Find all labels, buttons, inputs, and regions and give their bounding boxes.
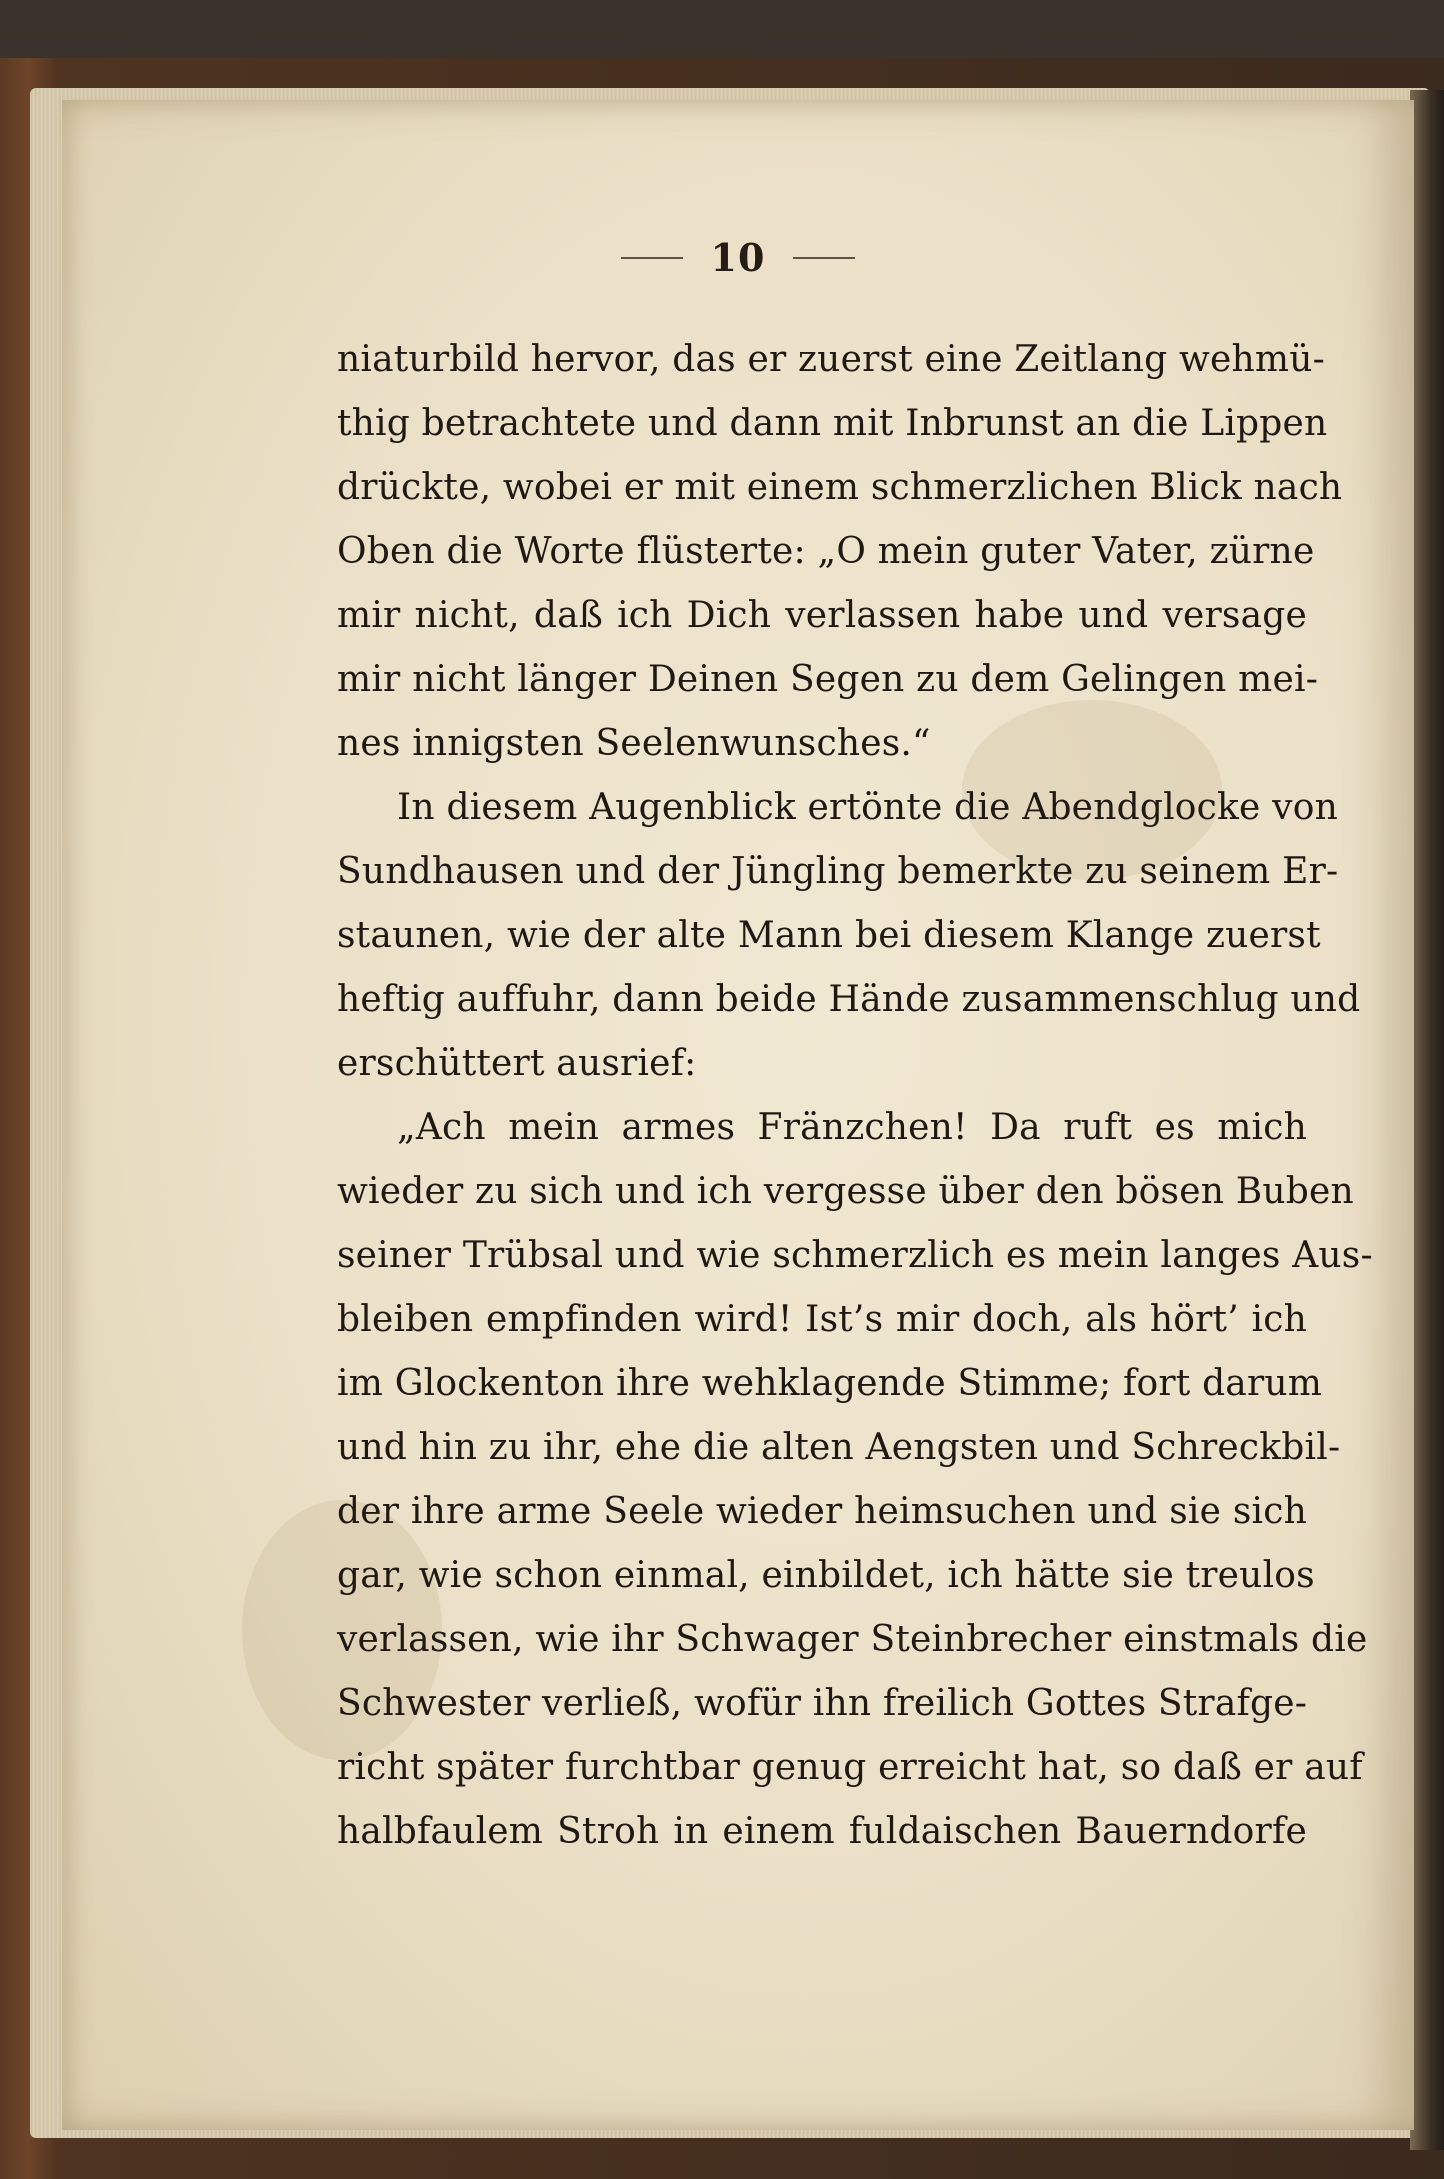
- text-line: gar, wie schon einmal, einbildet, ich hätte sie treulos: [337, 1555, 1315, 1596]
- text-line: Oben die Worte flüsterte: „O mein guter Vater, zürne: [337, 531, 1315, 572]
- text-line: mir nicht, daß ich Dich verlassen habe und versage: [337, 595, 1307, 636]
- text-line: heftig auffuhr, dann beide Hände zusammenschlug und: [337, 979, 1361, 1020]
- text-line: und hin zu ihr, ehe die alten Aengsten und Schreckbil-: [337, 1427, 1341, 1468]
- body-text: [337, 328, 1373, 1864]
- text-line: erschüttert ausrief:: [337, 1043, 697, 1084]
- text-line: der ihre arme Seele wieder heimsuchen und sie sich: [337, 1491, 1307, 1532]
- text-line: In diesem Augenblick ertönte die Abendglocke von: [397, 787, 1338, 828]
- text-line: thig betrachtete und dann mit Inbrunst an die Lippen: [337, 403, 1328, 444]
- page-number: 10: [710, 235, 766, 280]
- text-line: im Glockenton ihre wehklagende Stimme; fort darum: [337, 1363, 1323, 1404]
- book-page: [62, 100, 1414, 2130]
- text-line: drückte, wobei er mit einem schmerzlichen Blick nach: [337, 467, 1343, 508]
- text-line: nes innigsten Seelenwunsches.“: [337, 723, 931, 764]
- text-line: verlassen, wie ihr Schwager Steinbrecher einstmals die: [337, 1619, 1368, 1660]
- book-binding: [1410, 90, 1444, 2150]
- text-line: mir nicht länger Deinen Segen zu dem Gelingen mei-: [337, 659, 1319, 700]
- header-rule-right: [793, 257, 855, 259]
- page-header: [62, 235, 1414, 280]
- text-line: seiner Trübsal und wie schmerzlich es mein langes Aus-: [337, 1235, 1373, 1276]
- text-line: bleiben empfinden wird! Ist’s mir doch, als hört’ ich: [337, 1299, 1307, 1340]
- text-line: „Ach mein armes Fränzchen! Da ruft es mich: [397, 1107, 1307, 1148]
- text-line: Schwester verließ, wofür ihn freilich Gottes Strafge-: [337, 1683, 1308, 1724]
- text-line: halbfaulem Stroh in einem fuldaischen Bauerndorfe: [337, 1811, 1307, 1852]
- header-rule-left: [621, 257, 683, 259]
- text-line: Sundhausen und der Jüngling bemerkte zu seinem Er-: [337, 851, 1339, 892]
- text-line: wieder zu sich und ich vergesse über den bösen Buben: [337, 1171, 1354, 1212]
- text-line: niaturbild hervor, das er zuerst eine Zeitlang wehmü-: [337, 339, 1325, 380]
- text-line: staunen, wie der alte Mann bei diesem Klange zuerst: [337, 915, 1321, 956]
- text-line: richt später furchtbar genug erreicht hat, so daß er auf: [337, 1747, 1363, 1788]
